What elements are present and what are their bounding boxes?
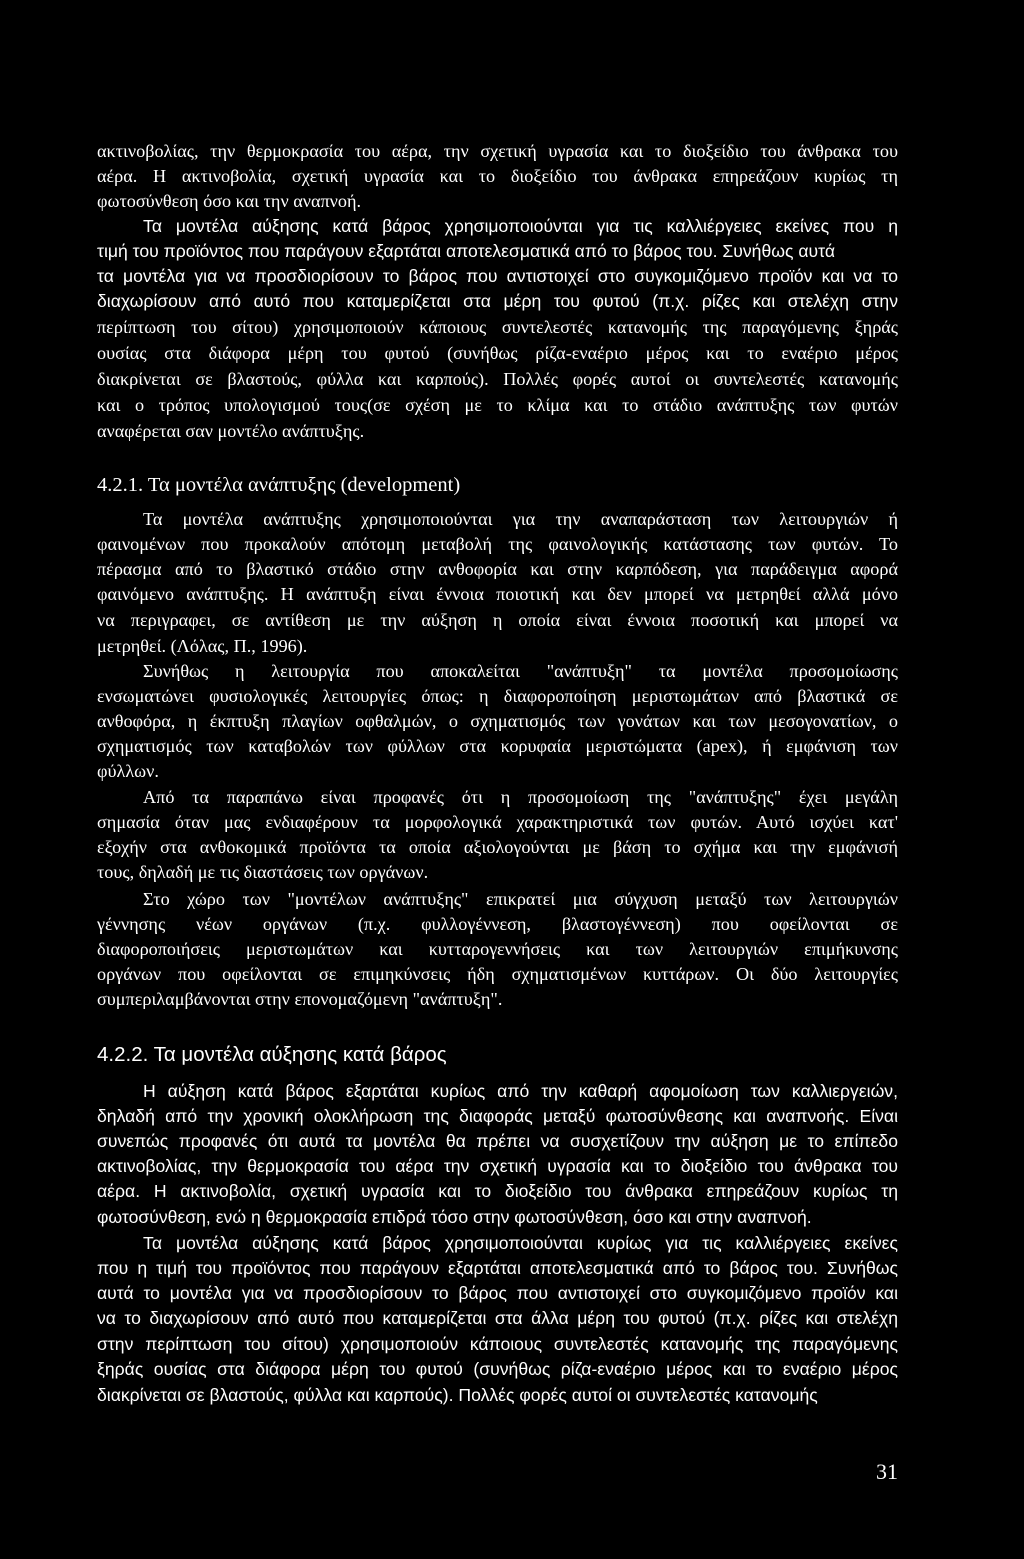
body-line: φαινομένων που προκαλούν απότομη μεταβολή της φαινολογικής κατάστασης των φυτών. Το [97,534,898,554]
body-line: εξοχήν στα ανθοκομικά προϊόντα τα οποία αξιολογούνται με βάση το σχήμα και την εμφάνισή [97,837,898,857]
body-line: να το διαχωρίσουν από αυτό που καταμερίζεται στα άλλα μέρη του φυτού (π.χ. ρίζες και στελέχη [97,1308,898,1328]
body-line: γέννησης νέων οργάνων (π.χ. φυλλογέννεση, βλαστογέννεση) που οφείλονται σε [97,914,898,934]
body-line: Τα μοντέλα αύξησης κατά βάρος χρησιμοποιούνται για τις καλλιέργειες εκείνες που η [143,216,898,236]
body-line: διαχωρίσουν από αυτό που καταμερίζεται στα μέρη του φυτού (π.χ. ρίζες και στελέχη στην [97,291,898,311]
body-line: δηλαδή από την χρονική ολοκλήρωση της διαφοράς μεταξύ φωτοσύνθεσης και αναπνοής. Είναι [97,1106,898,1126]
body-line: αέρα. Η ακτινοβολία, σχετική υγρασία και το διοξείδιο του άνθρακα επηρεάζουν κυρίως τη [97,166,898,186]
body-line: αέρα. Η ακτινοβολία, σχετική υγρασία και το διοξείδιο του άνθρακα επηρεάζουν κυρίως τη [97,1181,898,1201]
body-line: Τα μοντέλα ανάπτυξης χρησιμοποιούνται για την αναπαράσταση των λειτουργιών ή [143,509,898,529]
section-heading-4-2-1: 4.2.1. Τα μοντέλα ανάπτυξης (development) [97,474,461,496]
body-line: τα μοντέλα για να προσδιορίσουν το βάρος που αντιστοιχεί στο συγκομιζόμενο προϊόν και να το [97,266,898,286]
body-line: φωτοσύνθεση, ενώ η θερμοκρασία επιδρά τόσο στην φωτοσύνθεση, όσο και στην αναπνοή. [97,1207,812,1227]
page-number: 31 [876,1459,898,1484]
body-line: Τα μοντέλα αύξησης κατά βάρος χρησιμοποιούνται κυρίως για τις καλλιέργειες εκείνες [143,1233,898,1253]
body-line: ουσίας στα διάφορα μέρη του φυτού (συνήθως ρίζα-εναέριο μέρος και το εναέριο μέρος [97,343,898,363]
body-line: ακτινοβολίας, την θερμοκρασία του αέρα την σχετική υγρασία και το διοξείδιο του άνθρακα του [97,1156,898,1176]
body-line: και ο τρόπος υπολογισμού τους(σε σχέση με το κλίμα και το στάδιο ανάπτυξης των φυτών [97,395,898,415]
body-line: οργάνων που οφείλονται σε επιμηκύνσεις ήδη σχηματισμένων κυττάρων. Οι δύο λειτουργίες [97,964,898,984]
body-line: διακρίνεται σε βλαστούς, φύλλα και καρπούς). Πολλές φορές αυτοί οι συντελεστές κατανομής [97,1385,818,1405]
body-line: Από τα παραπάνω είναι προφανές ότι η προσομοίωση της "ανάπτυξης" έχει μεγάλη [143,787,898,807]
body-line: φωτοσύνθεση όσο και την αναπνοή. [97,191,362,211]
body-line: μετρηθεί. (Λόλας, Π., 1996). [97,636,308,656]
body-line: που η τιμή του προϊόντος που παράγουν εξαρτάται αποτελεσματικά από το βάρος του. Συνήθως [97,1258,898,1278]
body-line: ξηράς ουσίας στα διάφορα μέρη του φυτού (συνήθως ρίζα-εναέριο μέρος και το εναέριο μέρος [97,1359,898,1379]
body-line: συνεπώς προφανές ότι αυτά τα μοντέλα θα πρέπει να συσχετίζουν την αύξηση με το επίπεδο [97,1131,898,1151]
body-line: στην περίπτωση του σίτου) χρησιμοποιούν κάποιους συντελεστές κατανομής της παραγόμενης [97,1334,898,1354]
body-line: τους, δηλαδή με τις διαστάσεις των οργάνων. [97,862,429,882]
body-line: τιμή του προϊόντος που παράγουν εξαρτάται αποτελεσματικά από το βάρος του. Συνήθως αυτά [97,241,835,261]
body-line: φαινόμενο ανάπτυξης. Η ανάπτυξη είναι έννοια ποιοτική και δεν μπορεί να μετρηθεί αλλά μόνο [97,584,898,604]
body-line: σημασία όταν μας ενδιαφέρουν τα μορφολογικά χαρακτηριστικά των φυτών. Αυτό ισχύει κατ' [97,812,898,832]
body-line: Η αύξηση κατά βάρος εξαρτάται κυρίως από την καθαρή αφομοίωση των καλλιεργειών, [143,1081,898,1101]
body-line: αυτά το μοντέλα για να προσδιορίσουν το βάρος που αντιστοιχεί στο συγκομιζόμενο προϊόν και [97,1283,898,1303]
section-heading-4-2-2: 4.2.2. Τα μοντέλα αύξησης κατά βάρος [97,1043,447,1066]
body-line: αναφέρεται σαν μοντέλο ανάπτυξης. [97,421,365,441]
body-line: ανθοφόρα, η έκπτυξη πλαγίων οφθαλμών, ο σχηματισμός των γονάτων και των μεσογονατίων, ο [97,711,898,731]
body-line: πέρασμα από το βλαστικό στάδιο στην ανθοφορία και στην καρπόδεση, για παράδειγμα αφορά [97,559,898,579]
body-line: Στο χώρο των "μοντέλων ανάπτυξης" επικρατεί μια σύγχυση μεταξύ των λειτουργιών [143,889,898,909]
body-line: Συνήθως η λειτουργία που αποκαλείται "ανάπτυξη" τα μοντέλα προσομοίωσης [143,661,898,681]
body-line: διαφοροποιήσεις μεριστωμάτων και κυτταρογεννήσεις και των λειτουργιών επιμήκυνσης [97,939,898,959]
body-line: περίπτωση του σίτου) χρησιμοποιούν κάποιους συντελεστές κατανομής της παραγόμενης ξηράς [97,317,898,337]
body-line: να περιγραφει, σε αντίθεση με την αύξηση η οποία είναι έννοια ποσοτική και μπορεί να [97,610,898,630]
body-line: φύλλων. [97,761,159,781]
body-line: ενσωματώνει φυσιολογικές λειτουργίες όπως: η διαφοροποίηση μεριστωμάτων από βλαστικά σε [97,686,898,706]
body-line: συμπεριλαμβάνονται στην επονομαζόμενη "ανάπτυξη". [97,989,503,1009]
body-line: ακτινοβολίας, την θερμοκρασία του αέρα, την σχετική υγρασία και το διοξείδιο του άνθρακα του [97,141,898,161]
body-line: σχηματισμός των καταβολών των φύλλων στα κορυφαία μεριστώματα (apex), ή εμφάνιση των [97,736,898,756]
body-line: διακρίνεται σε βλαστούς, φύλλα και καρπούς). Πολλές φορές αυτοί οι συντελεστές κατανομής [97,369,898,389]
